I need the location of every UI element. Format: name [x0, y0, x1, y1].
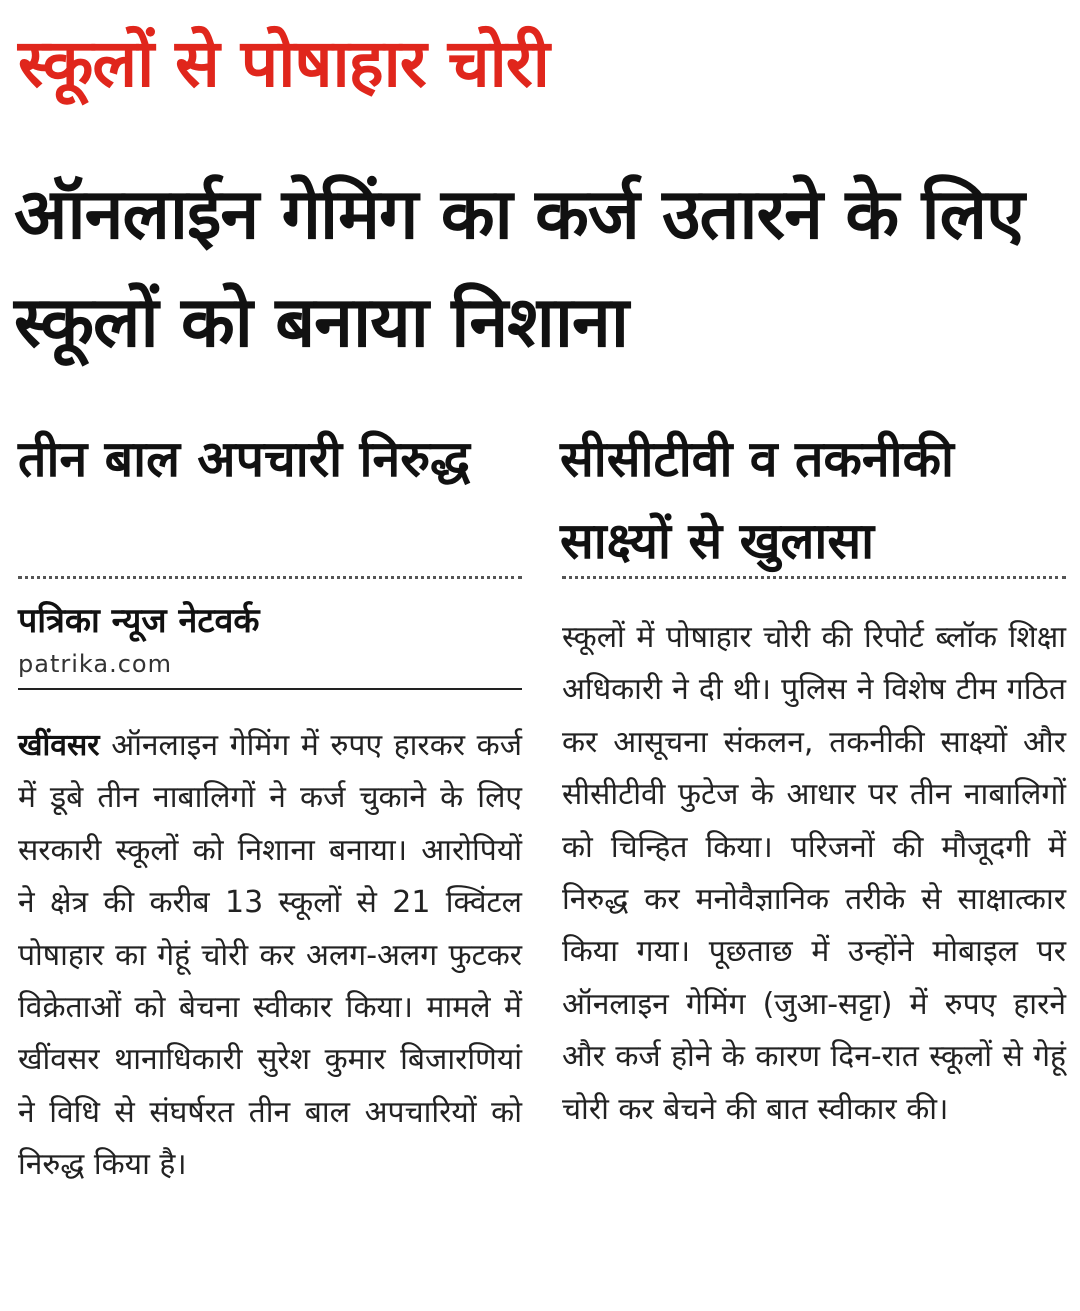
dotted-divider-right — [562, 576, 1066, 579]
body-column-right — [562, 612, 1066, 1136]
body-column-left — [18, 720, 522, 1192]
subhead-right: सीसीटीवी व तकनीकी साक्ष्यों से खुलासा — [560, 430, 954, 570]
byline: पत्रिका न्यूज नेटवर्क — [18, 601, 260, 641]
byline-rule — [18, 688, 522, 690]
body-text-right: स्कूलों में पोषाहार चोरी की रिपोर्ट ब्लॉक शिक्षा अधिकारी ने दी थी। पुलिस ने विशेष टीम गठित कर आसूचना संकलन, तकनीकी साक्ष्यों और सीसीटीवी फुटेज के आधार पर तीन नाबालिगों को चिन्हित किया। परिजनों की मौजूदगी में निरुद्ध कर मनोवैज्ञानिक तरीके से साक्षात्कार किया गया। पूछताछ में उन्होंने मोबाइल पर ऑनलाइन गेमिंग (जुआ-सट्टा) में रुपए हारने और कर्ज होने के कारण दिन-रात स्कूलों से गेहूं चोरी कर बेचने की बात स्वीकार की। — [562, 620, 1066, 1127]
kicker-headline: स्कूलों से पोषाहार चोरी — [18, 25, 549, 102]
body-text-left: ऑनलाइन गेमिंग में रुपए हारकर कर्ज में डूबे तीन नाबालिगों ने कर्ज चुकाने के लिए सरकारी स्कूलों को निशाना बनाया। आरोपियों ने क्षेत्र की करीब 13 स्कूलों से 21 क्विंटल पोषाहार का गेहूं चोरी कर अलग-अलग फुटकर विक्रेताओं को बेचना स्वीकार किया। मामले में खींवसर थानाधिकारी सुरेश कुमार बिजारणियां ने विधि से संघर्षरत तीन बाल अपचारियों को निरुद्ध किया है। — [18, 728, 522, 1183]
website-credit: patrika.com — [18, 650, 172, 678]
dotted-divider-left — [18, 576, 522, 579]
main-headline: ऑनलाईन गेमिंग का कर्ज उतारने के लिए स्कूलों को बनाया निशाना — [14, 173, 1024, 363]
subhead-left: तीन बाल अपचारी निरुद्ध — [18, 430, 471, 488]
dateline: खींवसर — [18, 728, 100, 763]
